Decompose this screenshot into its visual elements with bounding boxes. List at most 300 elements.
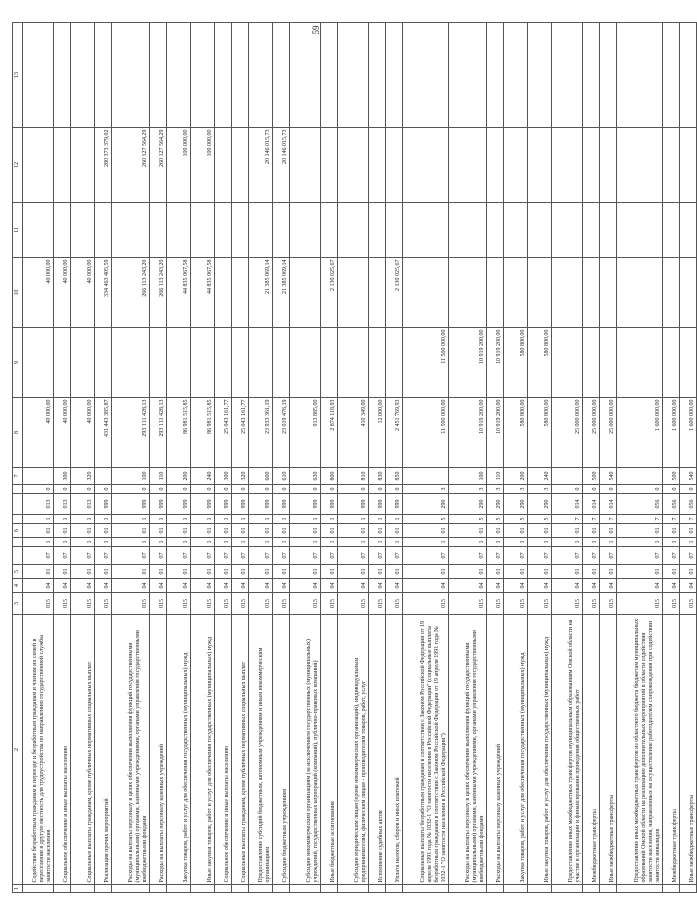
description-cell: Расходы на выплаты персоналу казенных учреждений <box>150 615 167 885</box>
event-code-cell: 01 <box>167 524 191 538</box>
row-number-cell <box>617 885 663 893</box>
subprogram-code-cell: 1 <box>112 538 150 547</box>
description-cell: Социальное обеспечение и иные выплаты населению <box>215 615 232 885</box>
amount-federal-cell <box>680 328 697 398</box>
column-number <box>13 494 23 515</box>
amount-year2-federal-cell <box>290 203 321 258</box>
amount-year3-cell <box>321 128 338 203</box>
row-number-cell <box>249 885 273 893</box>
expense-code-cell: 013 <box>23 494 54 515</box>
subsection-cell: 01 <box>321 565 338 579</box>
table-row <box>449 23 487 893</box>
expense-type-cell <box>552 468 583 485</box>
amount-year3-cell <box>663 128 680 203</box>
description-cell: Социальные выплаты безработным гражданам в соответствии с Законом Российской Федерации от 19 апреля 1991 года № 1032-1 "О занятости населения в Российской Федерации" (социальные выплаты безработным гражданам в соответствии с Законом Российской Федерации от 19 апреля 1991 года № 1032-1 "О занятости населения в Российской Федерации") <box>403 615 449 885</box>
expense-type-cell: 110 <box>150 468 167 485</box>
description-cell: Социальные выплаты гражданам, кроме публичных нормативных социальных выплат <box>232 615 249 885</box>
table-row <box>369 23 386 893</box>
description-cell: Содействие безработным гражданам в переезде и безработным гражданам и членам их семей в переселении в другую местность для трудоустройства по направлению государственной службы занятости населения <box>23 615 54 885</box>
amount-total-cell: 25 000 000,00 <box>583 398 600 468</box>
amount-year3-federal-cell <box>150 23 167 128</box>
table-row <box>386 23 403 893</box>
direction-code-cell: 7 <box>600 515 617 524</box>
ministry-code-cell: 015 <box>215 593 232 615</box>
amount-year3-federal-cell <box>321 23 338 128</box>
expense-type-cell: 500 <box>583 468 600 485</box>
amount-total-cell: 25 043 161,77 <box>232 398 249 468</box>
amount-year3-cell: 100 000,00 <box>167 128 191 203</box>
amount-year2-cell <box>583 258 600 328</box>
program-code-cell: 07 <box>449 547 487 565</box>
program-code-cell: 07 <box>528 547 552 565</box>
subsection-cell: 01 <box>23 565 54 579</box>
column-number: 6 <box>13 524 23 538</box>
subprogram-code-cell: 1 <box>71 538 95 547</box>
amount-total-cell: 23 019 476,19 <box>273 398 290 468</box>
subsection-cell: 01 <box>552 565 583 579</box>
direction-code-cell: 5 <box>403 515 449 524</box>
amount-year2-federal-cell <box>249 203 273 258</box>
expense-code-cell: 999 <box>112 494 150 515</box>
expense-type-cell: 610 <box>273 468 290 485</box>
table-row <box>54 23 71 893</box>
direction-code-cell: 1 <box>54 515 71 524</box>
amount-total-cell: 2 874 118,93 <box>321 398 338 468</box>
ministry-code-cell: 015 <box>232 593 249 615</box>
amount-federal-cell <box>600 328 617 398</box>
amount-year3-federal-cell <box>552 23 583 128</box>
subprogram-code-cell: 1 <box>54 538 71 547</box>
section-cell: 04 <box>487 579 504 593</box>
amount-year2-federal-cell <box>191 203 215 258</box>
expense-type-cell: 200 <box>167 468 191 485</box>
table-row <box>215 23 232 893</box>
amount-year3-federal-cell <box>617 23 663 128</box>
rotated-document <box>12 23 695 893</box>
expense-code-cell: 999 <box>191 494 215 515</box>
event-code-cell: 01 <box>191 524 215 538</box>
amount-year3-federal-cell <box>273 23 290 128</box>
amount-year2-cell <box>487 258 504 328</box>
description-cell: Исполнение судебных актов <box>369 615 386 885</box>
section-cell: 04 <box>290 579 321 593</box>
subsection-cell: 01 <box>150 565 167 579</box>
section-cell: 04 <box>23 579 54 593</box>
amount-year2-cell <box>680 258 697 328</box>
ministry-code-cell: 015 <box>552 593 583 615</box>
amount-total-cell: 580 800,00 <box>528 398 552 468</box>
amount-year3-federal-cell <box>403 23 449 128</box>
ministry-code-cell: 015 <box>369 593 386 615</box>
subsection-cell: 01 <box>449 565 487 579</box>
subsection-cell: 01 <box>338 565 369 579</box>
row-number-cell <box>600 885 617 893</box>
description-cell: Расходы на выплаты персоналу казенных учреждений <box>487 615 504 885</box>
expense-type-cell: 240 <box>528 468 552 485</box>
amount-federal-cell <box>552 328 583 398</box>
column-number <box>13 485 23 494</box>
subprogram-code-cell: 1 <box>386 538 403 547</box>
amount-year3-federal-cell <box>504 23 528 128</box>
event-code-cell: 01 <box>249 524 273 538</box>
table-row <box>403 23 449 893</box>
program-code-cell: 07 <box>504 547 528 565</box>
subprogram-code-cell: 1 <box>191 538 215 547</box>
expense-subcode-cell: 0 <box>600 485 617 494</box>
section-cell: 04 <box>167 579 191 593</box>
ministry-code-cell: 015 <box>167 593 191 615</box>
ministry-code-cell: 015 <box>54 593 71 615</box>
ministry-code-cell: 015 <box>321 593 338 615</box>
description-cell: Субсидии бюджетным учреждениям <box>273 615 290 885</box>
ministry-code-cell: 015 <box>191 593 215 615</box>
expense-code-cell: 290 <box>487 494 504 515</box>
amount-year2-federal-cell <box>321 203 338 258</box>
expense-code-cell: 999 <box>215 494 232 515</box>
direction-code-cell: 1 <box>95 515 112 524</box>
column-number: 3 <box>13 593 23 615</box>
subsection-cell: 01 <box>369 565 386 579</box>
direction-code-cell: 1 <box>273 515 290 524</box>
table-row <box>617 23 663 893</box>
table-row <box>167 23 191 893</box>
amount-year3-federal-cell <box>600 23 617 128</box>
program-code-cell: 07 <box>680 547 697 565</box>
expense-type-cell <box>403 468 449 485</box>
table-row <box>191 23 215 893</box>
amount-total-cell: 12 000,00 <box>369 398 386 468</box>
amount-total-cell: 86 981 515,85 <box>191 398 215 468</box>
amount-year3-cell: 260 127 564,29 <box>112 128 150 203</box>
table-row <box>112 23 150 893</box>
direction-code-cell: 5 <box>487 515 504 524</box>
amount-year3-federal-cell <box>528 23 552 128</box>
column-number: 10 <box>13 258 23 328</box>
table-row <box>552 23 583 893</box>
expense-type-cell <box>95 468 112 485</box>
program-code-cell: 07 <box>552 547 583 565</box>
amount-year3-federal-cell <box>249 23 273 128</box>
program-code-cell: 07 <box>321 547 338 565</box>
direction-code-cell: 1 <box>249 515 273 524</box>
direction-code-cell: 1 <box>215 515 232 524</box>
row-number-cell <box>71 885 95 893</box>
subsection-cell: 01 <box>215 565 232 579</box>
description-cell: Предоставление иных межбюджетных трансфертов муниципальным образованиям Омской области на участие в организации и финансировании проведения общественных работ <box>552 615 583 885</box>
amount-year3-cell <box>680 128 697 203</box>
direction-code-cell: 1 <box>71 515 95 524</box>
amount-year3-federal-cell <box>583 23 600 128</box>
program-code-cell: 07 <box>338 547 369 565</box>
expense-subcode-cell: 0 <box>273 485 290 494</box>
expense-subcode-cell: 0 <box>290 485 321 494</box>
description-cell: Межбюджетные трансферты <box>583 615 600 885</box>
direction-code-cell: 1 <box>386 515 403 524</box>
subprogram-code-cell: 1 <box>504 538 528 547</box>
amount-year2-cell <box>600 258 617 328</box>
section-cell: 04 <box>273 579 290 593</box>
program-code-cell: 07 <box>112 547 150 565</box>
subsection-cell: 01 <box>386 565 403 579</box>
section-cell: 04 <box>552 579 583 593</box>
row-number-cell <box>23 885 54 893</box>
amount-federal-cell <box>191 328 215 398</box>
amount-total-cell: 11 500 000,00 <box>403 398 449 468</box>
table-row <box>232 23 249 893</box>
subprogram-code-cell: 1 <box>338 538 369 547</box>
table-row <box>338 23 369 893</box>
amount-total-cell: 40 000,00 <box>23 398 54 468</box>
expense-type-cell: 630 <box>290 468 321 485</box>
direction-code-cell: 1 <box>232 515 249 524</box>
amount-total-cell: 25 043 161,77 <box>215 398 232 468</box>
subsection-cell: 01 <box>290 565 321 579</box>
section-cell: 04 <box>321 579 338 593</box>
expense-code-cell: 013 <box>71 494 95 515</box>
amount-year3-federal-cell <box>487 23 504 128</box>
expense-code-cell: 999 <box>249 494 273 515</box>
direction-code-cell: 1 <box>23 515 54 524</box>
description-cell: Предоставление иных межбюджетных трансфертов из областного бюджета бюджетам муниципальных образований Омской области на реализацию дополнительных мероприятий в области содействия занятости населения, направленных на осуществление работодателем сопровождения при содействии занятости инвалидов <box>617 615 663 885</box>
amount-year3-cell: 280 373 379,02 <box>95 128 112 203</box>
event-code-cell: 01 <box>112 524 150 538</box>
program-code-cell: 07 <box>232 547 249 565</box>
direction-code-cell: 7 <box>552 515 583 524</box>
amount-year3-cell: 20 146 015,73 <box>273 128 290 203</box>
event-code-cell: 01 <box>95 524 112 538</box>
subprogram-code-cell: 1 <box>95 538 112 547</box>
expense-code-cell: 999 <box>369 494 386 515</box>
program-code-cell: 07 <box>369 547 386 565</box>
event-code-cell: 01 <box>23 524 54 538</box>
amount-year2-federal-cell <box>71 203 95 258</box>
subsection-cell: 01 <box>680 565 697 579</box>
row-number-cell <box>504 885 528 893</box>
section-cell: 04 <box>54 579 71 593</box>
amount-year2-federal-cell <box>528 203 552 258</box>
amount-year3-cell <box>215 128 232 203</box>
subprogram-code-cell: 1 <box>150 538 167 547</box>
expense-subcode-cell: 0 <box>191 485 215 494</box>
amount-year2-cell <box>290 258 321 328</box>
expense-type-cell: 100 <box>449 468 487 485</box>
section-cell: 04 <box>338 579 369 593</box>
section-cell: 04 <box>617 579 663 593</box>
expense-code-cell: 014 <box>552 494 583 515</box>
event-code-cell: 01 <box>403 524 449 538</box>
expense-code-cell: 999 <box>95 494 112 515</box>
section-cell: 04 <box>600 579 617 593</box>
table-row <box>23 23 54 893</box>
direction-code-cell: 5 <box>504 515 528 524</box>
amount-year2-cell <box>403 258 449 328</box>
amount-total-cell: 410 349,00 <box>338 398 369 468</box>
expense-type-cell: 600 <box>249 468 273 485</box>
amount-year3-federal-cell <box>71 23 95 128</box>
amount-year2-federal-cell <box>552 203 583 258</box>
amount-federal-cell <box>369 328 386 398</box>
expense-type-cell: 240 <box>191 468 215 485</box>
amount-federal-cell <box>338 328 369 398</box>
amount-federal-cell: 580 800,00 <box>528 328 552 398</box>
amount-federal-cell <box>663 328 680 398</box>
ministry-code-cell: 015 <box>487 593 504 615</box>
amount-year2-cell <box>528 258 552 328</box>
table-row <box>600 23 617 893</box>
table-row <box>321 23 338 893</box>
direction-code-cell: 7 <box>680 515 697 524</box>
expense-code-cell: 290 <box>449 494 487 515</box>
amount-year3-cell <box>290 128 321 203</box>
row-number-cell <box>487 885 504 893</box>
section-cell: 04 <box>71 579 95 593</box>
section-cell: 04 <box>403 579 449 593</box>
direction-code-cell: 1 <box>321 515 338 524</box>
amount-total-cell: 23 933 361,19 <box>249 398 273 468</box>
column-number: 11 <box>13 203 23 258</box>
amount-total-cell: 25 000 000,00 <box>552 398 583 468</box>
direction-code-cell: 7 <box>663 515 680 524</box>
amount-year2-cell: 2 130 025,67 <box>321 258 338 328</box>
row-number-cell <box>54 885 71 893</box>
amount-year2-federal-cell <box>232 203 249 258</box>
expense-subcode-cell: 0 <box>215 485 232 494</box>
program-code-cell: 07 <box>290 547 321 565</box>
expense-subcode-cell: 0 <box>167 485 191 494</box>
expense-subcode-cell: 0 <box>663 485 680 494</box>
amount-total-cell: 1 600 000,00 <box>680 398 697 468</box>
table-row <box>249 23 273 893</box>
amount-year2-cell <box>338 258 369 328</box>
amount-year2-cell <box>552 258 583 328</box>
subsection-cell: 01 <box>663 565 680 579</box>
direction-code-cell: 1 <box>290 515 321 524</box>
amount-year3-federal-cell <box>23 23 54 128</box>
amount-year3-federal-cell <box>369 23 386 128</box>
event-code-cell: 01 <box>71 524 95 538</box>
amount-year2-cell: 334 463 405,59 <box>95 258 112 328</box>
event-code-cell: 01 <box>290 524 321 538</box>
expense-subcode-cell: 0 <box>95 485 112 494</box>
row-number-cell <box>369 885 386 893</box>
amount-year2-cell: 44 835 067,58 <box>167 258 191 328</box>
event-code-cell: 01 <box>369 524 386 538</box>
subprogram-code-cell: 1 <box>167 538 191 547</box>
direction-code-cell: 1 <box>167 515 191 524</box>
amount-federal-cell <box>23 328 54 398</box>
expense-subcode-cell: 0 <box>23 485 54 494</box>
program-code-cell: 07 <box>600 547 617 565</box>
subprogram-code-cell: 1 <box>528 538 552 547</box>
event-code-cell: 01 <box>528 524 552 538</box>
subprogram-code-cell: 1 <box>290 538 321 547</box>
amount-year3-cell: 20 146 015,73 <box>249 128 273 203</box>
row-number-cell <box>150 885 167 893</box>
event-code-cell: 01 <box>600 524 617 538</box>
program-code-cell: 07 <box>273 547 290 565</box>
amount-year3-cell <box>504 128 528 203</box>
expense-code-cell: 014 <box>583 494 600 515</box>
description-cell: Закупка товаров, работ и услуг для обеспечения государственных (муниципальных) нужд <box>167 615 191 885</box>
program-code-cell: 07 <box>191 547 215 565</box>
program-code-cell: 07 <box>23 547 54 565</box>
table-row <box>273 23 290 893</box>
amount-year2-cell: 266 113 243,20 <box>150 258 167 328</box>
amount-federal-cell <box>386 328 403 398</box>
subsection-cell: 01 <box>167 565 191 579</box>
amount-year2-cell <box>232 258 249 328</box>
expense-type-cell <box>23 468 54 485</box>
ministry-code-cell: 015 <box>23 593 54 615</box>
subprogram-code-cell: 1 <box>369 538 386 547</box>
amount-total-cell: 580 800,00 <box>504 398 528 468</box>
column-number <box>13 515 23 524</box>
column-number: 5 <box>13 565 23 579</box>
amount-year3-federal-cell <box>386 23 403 128</box>
amount-total-cell: 2 451 769,93 <box>386 398 403 468</box>
amount-year3-cell <box>232 128 249 203</box>
section-cell: 04 <box>504 579 528 593</box>
subsection-cell: 01 <box>600 565 617 579</box>
event-code-cell: 01 <box>321 524 338 538</box>
amount-year3-federal-cell <box>290 23 321 128</box>
expense-subcode-cell: 0 <box>617 485 663 494</box>
amount-year2-federal-cell <box>663 203 680 258</box>
expense-subcode-cell: 3 <box>487 485 504 494</box>
subprogram-code-cell: 1 <box>249 538 273 547</box>
subprogram-code-cell: 1 <box>232 538 249 547</box>
amount-federal-cell <box>232 328 249 398</box>
row-number-cell <box>112 885 150 893</box>
expense-subcode-cell: 0 <box>71 485 95 494</box>
direction-code-cell: 1 <box>369 515 386 524</box>
amount-year2-cell: 21 385 069,14 <box>273 258 290 328</box>
section-cell: 04 <box>249 579 273 593</box>
amount-year3-federal-cell <box>449 23 487 128</box>
amount-federal-cell: 11 500 000,00 <box>403 328 449 398</box>
expense-code-cell: 999 <box>290 494 321 515</box>
amount-year2-federal-cell <box>600 203 617 258</box>
program-code-cell: 07 <box>617 547 663 565</box>
section-cell: 04 <box>369 579 386 593</box>
expense-subcode-cell: 3 <box>504 485 528 494</box>
row-number-cell <box>191 885 215 893</box>
event-code-cell: 01 <box>54 524 71 538</box>
direction-code-cell: 7 <box>583 515 600 524</box>
expense-type-cell: 540 <box>600 468 617 485</box>
row-number-cell <box>583 885 600 893</box>
row-number-cell <box>528 885 552 893</box>
ministry-code-cell: 015 <box>617 593 663 615</box>
amount-year2-cell <box>369 258 386 328</box>
subprogram-code-cell: 1 <box>680 538 697 547</box>
expense-type-cell <box>617 468 663 485</box>
amount-federal-cell <box>150 328 167 398</box>
amount-year2-federal-cell <box>150 203 167 258</box>
ministry-code-cell: 015 <box>680 593 697 615</box>
amount-federal-cell <box>112 328 150 398</box>
expense-type-cell: 100 <box>112 468 150 485</box>
subprogram-code-cell: 1 <box>23 538 54 547</box>
amount-year2-federal-cell <box>23 203 54 258</box>
amount-year2-cell <box>663 258 680 328</box>
ministry-code-cell: 015 <box>600 593 617 615</box>
event-code-cell: 01 <box>386 524 403 538</box>
expense-subcode-cell: 3 <box>528 485 552 494</box>
subprogram-code-cell: 1 <box>663 538 680 547</box>
amount-year3-cell <box>600 128 617 203</box>
subsection-cell: 01 <box>232 565 249 579</box>
